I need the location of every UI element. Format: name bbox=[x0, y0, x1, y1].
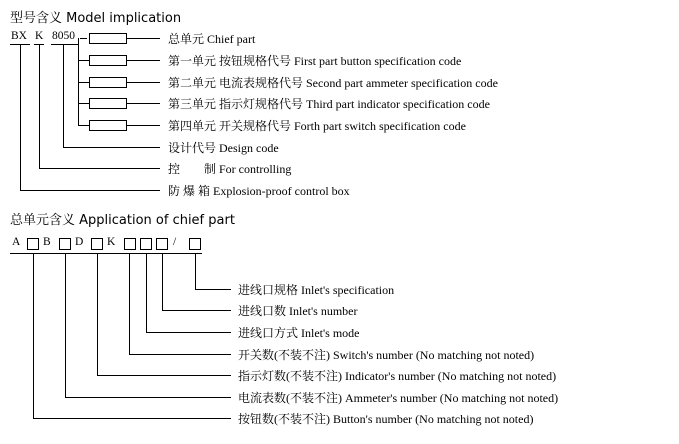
box-after-k-3 bbox=[157, 239, 168, 250]
section1-title: 型号含义 Model implication bbox=[10, 11, 182, 26]
chief-part-box bbox=[90, 34, 127, 44]
box-after-a bbox=[28, 239, 39, 250]
code-k: K bbox=[35, 30, 44, 42]
first-unit-box bbox=[90, 56, 127, 66]
label-third-part: 第三单元 指示灯规格代号 Third part indicator specification code bbox=[168, 97, 490, 111]
label-chief-part: 总单元 Chief part bbox=[168, 32, 256, 46]
label-inlet-number: 进线口数 Inlet's number bbox=[238, 304, 358, 318]
code-prefix: BX bbox=[11, 30, 27, 42]
box-after-slash bbox=[190, 239, 201, 250]
label-controlling: 控 制 For controlling bbox=[168, 162, 292, 176]
label-button-number: 按钮数(不装不注) Button's number (No matching not noted) bbox=[238, 412, 534, 426]
code-slash: / bbox=[173, 236, 177, 248]
label-second-part: 第二单元 电流表规格代号 Second part ammeter specification code bbox=[168, 76, 498, 90]
label-inlet-mode: 进线口方式 Inlet's mode bbox=[238, 326, 360, 340]
label-ammeter-number: 电流表数(不装不注) Ammeter's number (No matching not noted) bbox=[238, 391, 559, 405]
code-letter-k: K bbox=[107, 236, 116, 248]
second-unit-box bbox=[90, 78, 127, 88]
label-forth-part: 第四单元 开关规格代号 Forth part switch specification code bbox=[168, 119, 466, 133]
box-after-k-1 bbox=[125, 239, 136, 250]
label-first-part: 第一单元 按钮规格代号 First part button specification code bbox=[168, 54, 462, 68]
box-after-d bbox=[92, 239, 103, 250]
label-explosion-box: 防 爆 箱 Explosion-proof control box bbox=[168, 184, 350, 198]
section2-title: 总单元含义 Application of chief part bbox=[10, 213, 235, 228]
label-design-code: 设计代号 Design code bbox=[168, 141, 279, 155]
code-letter-a: A bbox=[12, 236, 21, 248]
label-switch-number: 开关数(不装不注) Switch's number (No matching not noted) bbox=[238, 348, 535, 362]
code-letter-b: B bbox=[43, 236, 51, 248]
box-after-k-2 bbox=[141, 239, 152, 250]
code-number: 8050 bbox=[52, 30, 75, 42]
code-letter-d: D bbox=[75, 236, 84, 248]
label-inlet-spec: 进线口规格 Inlet's specification bbox=[238, 283, 395, 297]
label-indicator-number: 指示灯数(不装不注) Indicator's number (No matching not noted) bbox=[238, 369, 557, 383]
fourth-unit-box bbox=[90, 121, 127, 131]
third-unit-box bbox=[90, 99, 127, 109]
box-after-b bbox=[60, 239, 71, 250]
